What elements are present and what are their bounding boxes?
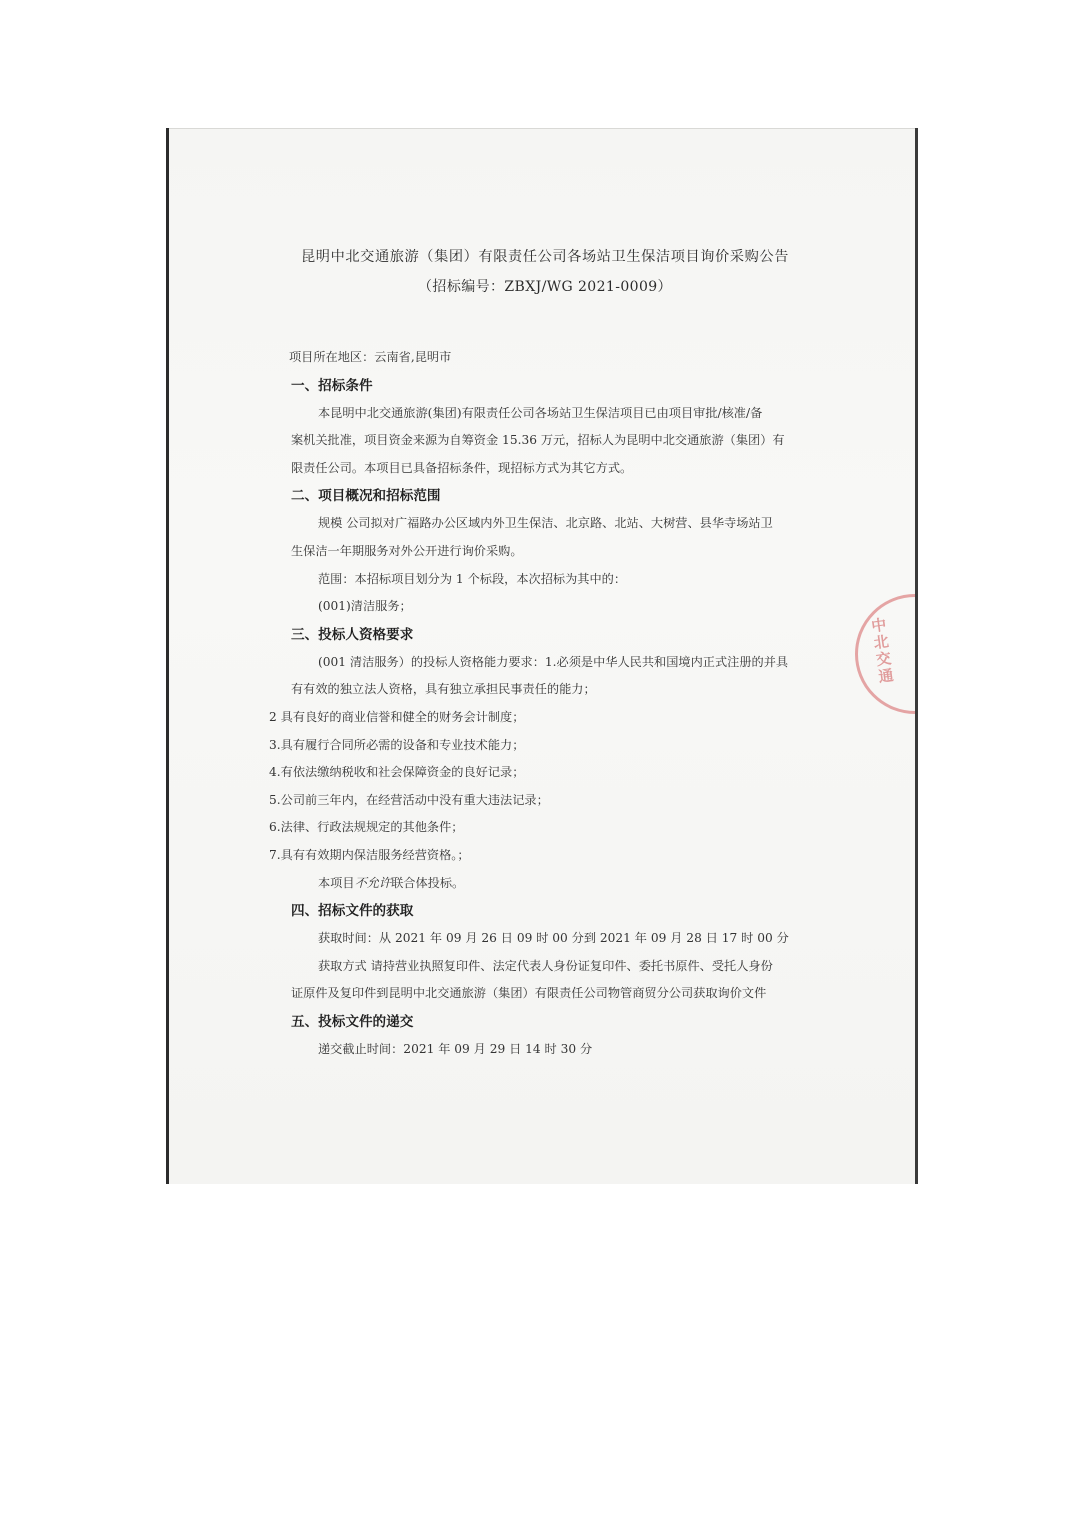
section-heading-2: 二、项目概况和招标范围 <box>291 488 441 505</box>
section-heading-1: 一、招标条件 <box>291 377 373 394</box>
section-1-line-1: 本昆明中北交通旅游(集团)有限责任公司各场站卫生保洁项目已由项目审批/核准/备 <box>318 405 763 420</box>
section-4-line-3: 证原件及复印件到昆明中北交通旅游（集团）有限责任公司物管商贸分公司获取询价文件 <box>291 986 767 1001</box>
section-3-line-1: (001 清洁服务）的投标人资格能力要求：1.必须是中华人民共和国境内正式注册的并具 <box>318 654 789 669</box>
seal-text: 中北交通 <box>868 616 896 686</box>
joint-bid-prefix: 本项目 <box>318 875 355 890</box>
section-2-line-3: 范围：本招标项目划分为 1 个标段，本次招标为其中的： <box>318 571 627 586</box>
section-5-line-1: 递交截止时间：2021 年 09 月 29 日 14 时 30 分 <box>318 1041 593 1056</box>
section-3-line-4: 3.具有履行合同所必需的设备和专业技术能力； <box>269 737 525 752</box>
section-3-line-2: 有有效的独立法人资格，具有独立承担民事责任的能力； <box>291 682 596 697</box>
section-3-line-6: 5.公司前三年内，在经营活动中没有重大违法记录； <box>269 792 549 807</box>
scanned-page <box>166 128 918 1184</box>
joint-bid-italic: 不允许 <box>354 875 392 890</box>
section-2-line-4: (001)清洁服务； <box>318 599 412 614</box>
section-4-line-2: 获取方式 请持营业执照复印件、法定代表人身份证复印件、委托书原件、受托人身份 <box>318 958 773 973</box>
document-subtitle: （招标编号：ZBXJ/WG 2021-0009） <box>418 279 672 295</box>
paper-edge <box>169 128 915 129</box>
project-region: 项目所在地区：云南省,昆明市 <box>289 350 452 364</box>
section-3-line-3: 2 具有良好的商业信誉和健全的财务会计制度； <box>269 709 525 724</box>
document-title: 昆明中北交通旅游（集团）有限责任公司各场站卫生保洁项目询价采购公告 <box>301 249 789 265</box>
title-block <box>169 246 918 298</box>
section-heading-3: 三、投标人资格要求 <box>291 626 414 643</box>
document-body <box>269 344 791 1063</box>
company-seal <box>855 594 918 714</box>
section-2-line-1: 规模 公司拟对广福路办公区域内外卫生保洁、北京路、北站、大树营、县华寺场站卫 <box>318 516 773 531</box>
section-heading-5: 五、投标文件的递交 <box>291 1013 414 1030</box>
section-3-line-7: 6.法律、行政法规规定的其他条件； <box>269 820 464 835</box>
joint-bid-note <box>291 870 791 898</box>
section-heading-4: 四、招标文件的获取 <box>291 903 414 920</box>
section-4-line-1: 获取时间：从 2021 年 09 月 26 日 09 时 00 分到 2021 年 09 月 28 日 17 时 00 分 <box>318 931 789 946</box>
section-2-line-2: 生保洁一年期服务对外公开进行询价采购。 <box>291 543 523 558</box>
section-3-line-5: 4.有依法缴纳税收和社会保障资金的良好记录； <box>269 765 525 780</box>
section-1-line-3: 限责任公司。本项目已具备招标条件，现招标方式为其它方式。 <box>291 460 633 475</box>
section-3-line-8: 7.具有有效期内保洁服务经营资格。； <box>269 847 470 862</box>
joint-bid-suffix: 联合体投标。 <box>391 875 465 890</box>
section-1-line-2: 案机关批准，项目资金来源为自筹资金 15.36 万元，招标人为昆明中北交通旅游（集团）有 <box>291 433 785 448</box>
